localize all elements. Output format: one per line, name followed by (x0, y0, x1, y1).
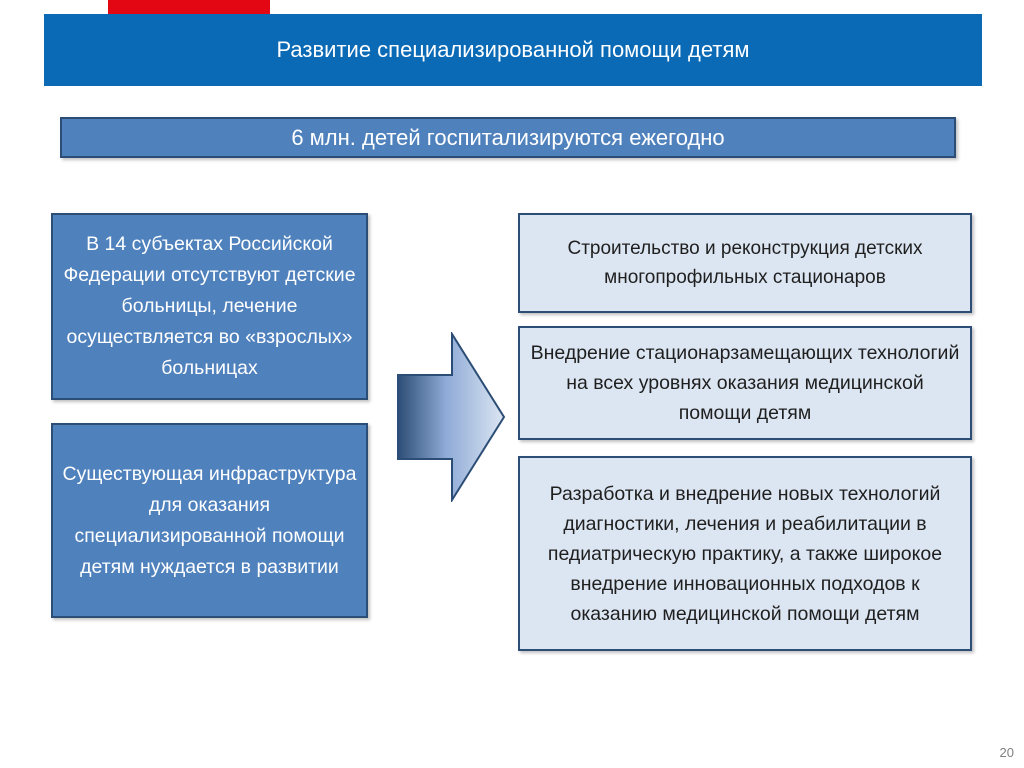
page-number: 20 (999, 745, 1014, 760)
action-box-hospital-replacement (518, 326, 972, 440)
problem-text-infrastructure: Существующая инфраструктура для оказания специализированной помощи детям нуждается в развитии (62, 462, 357, 578)
action-box-new-technologies (518, 456, 972, 651)
action-text-new-technologies: Разработка и внедрение новых технологий диагностики, лечения и реабилитации в педиатрическую практику, а также широкое внедрение инновационных подходов к оказанию медицинской помощи детям (547, 482, 943, 625)
right-arrow-icon (396, 332, 506, 502)
statistic-text: 6 млн. детей госпитализируются ежегодно (291, 124, 725, 150)
action-box-construction (518, 213, 972, 313)
title-bar (44, 14, 982, 86)
problem-text-missing-hospitals: В 14 субъектах Российской Федерации отсутствуют детские больницы, лечение осуществляется во «взрослых» больницах (63, 233, 356, 379)
problem-box-missing-hospitals (51, 213, 368, 400)
red-accent-tab (108, 0, 270, 14)
problem-box-infrastructure (51, 423, 368, 618)
action-text-construction: Строительство и реконструкция детских многопрофильных стационаров (567, 238, 923, 288)
statistic-banner (60, 117, 956, 158)
slide-title: Развитие специализированной помощи детям (276, 37, 750, 62)
action-text-hospital-replacement: Внедрение стационарзамещающих технологий на всех уровнях оказания медицинской помощи детям (530, 342, 960, 424)
